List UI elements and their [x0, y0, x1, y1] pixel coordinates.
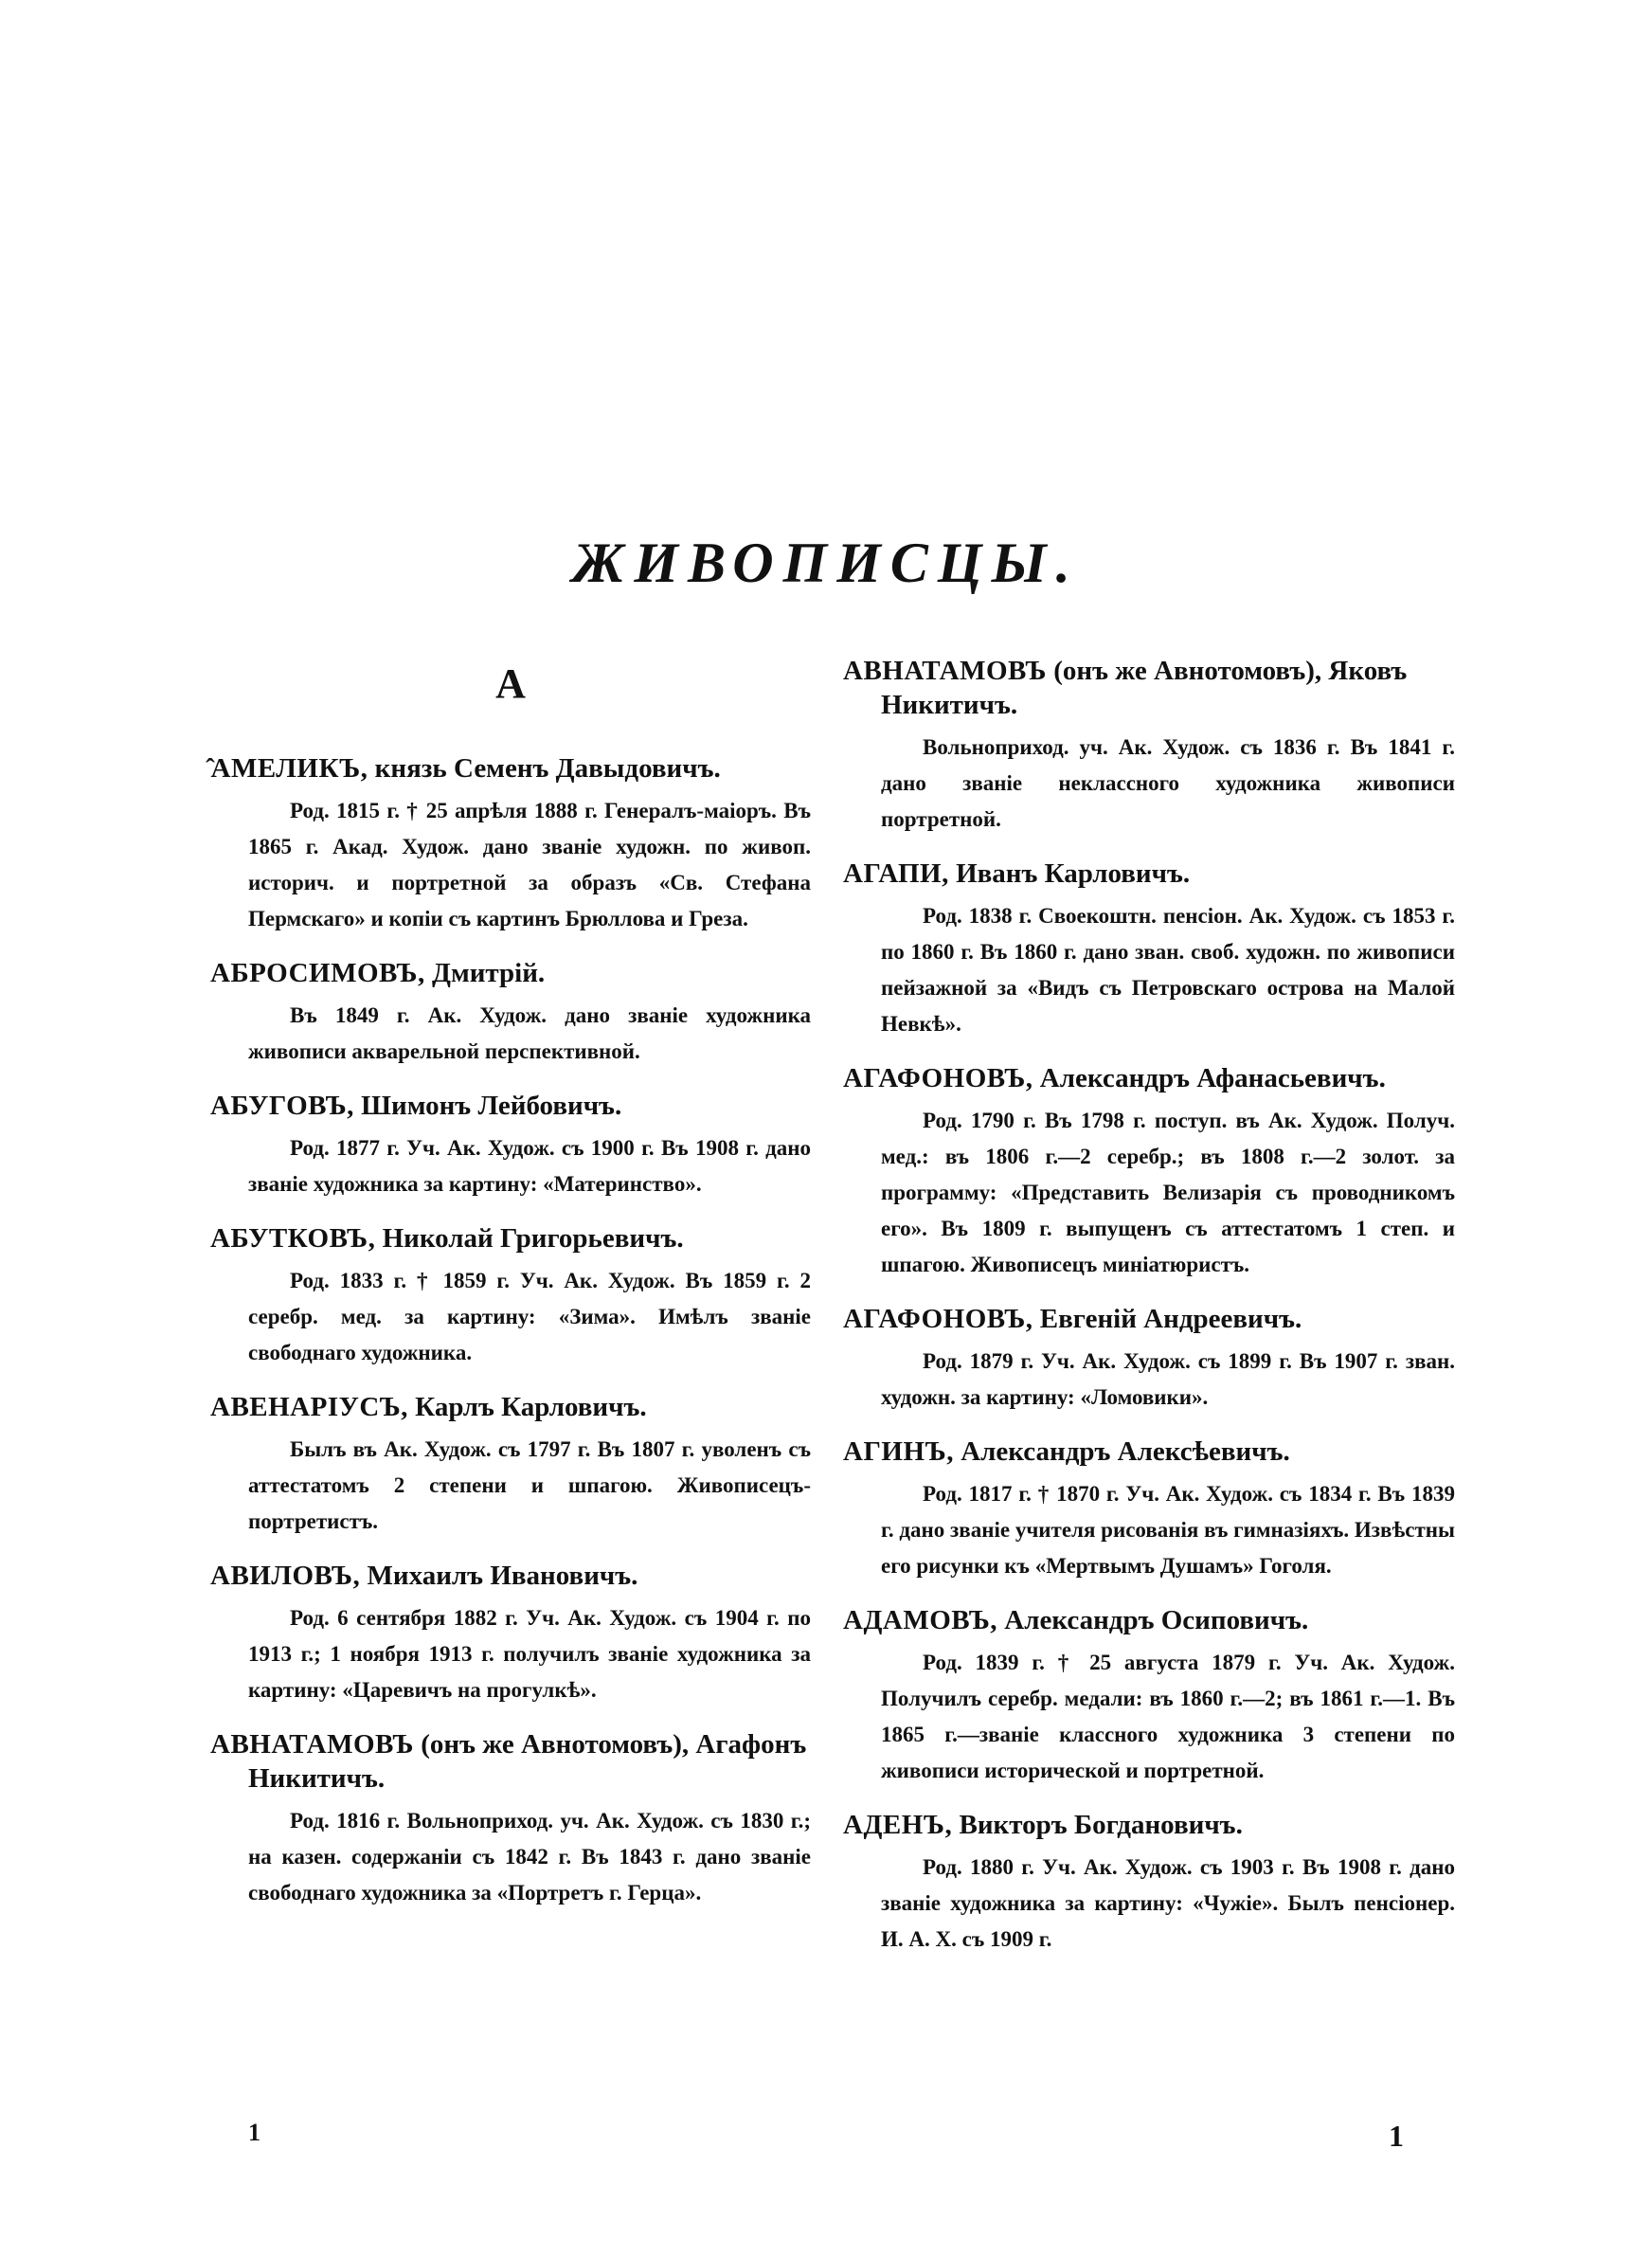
entry-name — [843, 857, 1455, 891]
entry-surname: АБУТКОВЪ, — [210, 1223, 376, 1254]
entry-text: Вольноприход. уч. Ак. Худож. съ 1836 г. Въ 1841 г. дано званіе неклассного художника живописи портретной. — [881, 735, 1455, 831]
entry-text: Род. 1877 г. Уч. Ак. Худож. съ 1900 г. Въ 1908 г. дано званіе художника за картину: «Материнство». — [248, 1136, 811, 1196]
entry-name — [843, 1061, 1455, 1095]
entry-surname: АВИЛОВЪ, — [210, 1561, 361, 1591]
entry — [843, 857, 1455, 1042]
entry — [843, 1603, 1455, 1789]
entry — [210, 751, 811, 937]
entry — [843, 1061, 1455, 1283]
entry-given-names: Николай Григорьевичъ. — [375, 1223, 684, 1254]
entry-text: Род. 1815 г. † 25 апрѣля 1888 г. Генералъ-маіоръ. Въ 1865 г. Акад. Худож. дано званіе художн. по живоп. историч. и портретной за образъ «Св. Стефана Пермскаго» и копіи съ картинъ Брюллова и Греза. — [248, 799, 811, 930]
section-letter: А — [495, 660, 526, 707]
entry-name — [210, 1221, 811, 1255]
entry-name — [843, 654, 1455, 722]
entry-text: Род. 1880 г. Уч. Ак. Худож. съ 1903 г. Въ 1908 г. дано званіе художника за картину: «Чужіе». Былъ пенсіонер. И. А. Х. съ 1909 г. — [881, 1855, 1455, 1951]
entry-text: Род. 1833 г. † 1859 г. Уч. Ак. Худож. Въ 1859 г. 2 серебр. мед. за картину: «Зима». Имѣлъ званіе свободнаго художника. — [248, 1269, 811, 1364]
entry — [843, 1808, 1455, 1958]
entry-name — [843, 1603, 1455, 1637]
right-column — [843, 654, 1455, 1977]
entry-name — [843, 1435, 1455, 1469]
entry — [210, 1390, 811, 1540]
entry-surname: АВЕНАРІУСЪ, — [210, 1392, 408, 1422]
entry-surname: АГАФОНОВЪ, — [843, 1063, 1033, 1093]
entry-given-names: князь Семенъ Давыдовичъ. — [368, 753, 721, 784]
entry-name — [843, 1302, 1455, 1336]
entry-given-names: Александръ Алексѣевичъ. — [953, 1436, 1290, 1467]
entry-surname: АГИНЪ, — [843, 1436, 954, 1467]
entry-text: Былъ въ Ак. Худож. съ 1797 г. Въ 1807 г. уволенъ съ аттестатомъ 2 степени и шпагою. Живописецъ-портретистъ. — [248, 1437, 811, 1533]
entry — [210, 956, 811, 1070]
entry-name — [210, 956, 811, 990]
entry-surname: АБУГОВЪ, — [210, 1091, 354, 1121]
entry-given-names: Дмитрій. — [424, 958, 546, 988]
entry-given-names: Александръ Осиповичъ. — [997, 1605, 1309, 1635]
entry-name — [210, 1559, 811, 1593]
entry-given-names: Евгеній Андреевичъ. — [1032, 1304, 1302, 1334]
entry-name — [210, 1390, 811, 1424]
entry-surname: АВНАТАМОВЪ — [210, 1729, 414, 1760]
entry-name — [843, 1808, 1455, 1842]
entry-surname: АГАПИ, — [843, 858, 949, 889]
entry-text: Род. 6 сентября 1882 г. Уч. Ак. Худож. съ 1904 г. по 1913 г.; 1 ноября 1913 г. получилъ званіе художника за картину: «Царевичъ на прогулкѣ». — [248, 1606, 811, 1702]
entry-given-names: Викторъ Богдановичъ. — [952, 1810, 1243, 1840]
entry-surname: АДАМОВЪ, — [843, 1605, 998, 1635]
entry-given-names: (онъ же Авнотомовъ), Агафонъ Никитичъ. — [248, 1729, 807, 1794]
entry — [843, 1302, 1455, 1416]
entry-surname: АВНАТАМОВЪ — [843, 656, 1047, 686]
entry-given-names: Михаилъ Ивановичъ. — [360, 1561, 638, 1591]
entry — [843, 1435, 1455, 1584]
entry-text: Въ 1849 г. Ак. Худож. дано званіе художника живописи акварельной перспективной. — [248, 1003, 811, 1063]
page-title: ЖИВОПИСЦЫ. — [572, 532, 1080, 594]
entry — [843, 654, 1455, 838]
page-number-left: 1 — [248, 2119, 260, 2146]
page-number-right: 1 — [1389, 2119, 1404, 2153]
entry — [210, 1727, 811, 1911]
entry — [210, 1559, 811, 1708]
left-column — [210, 654, 811, 1930]
entry-text: Род. 1790 г. Въ 1798 г. поступ. въ Ак. Худож. Получ. мед.: въ 1806 г.—2 серебр.; въ 1808 г.—2 золот. за программу: «Представить Велизарія съ проводникомъ его». Въ 1809 г. выпущенъ съ аттестатомъ 1 степ. и шпагою. Живописецъ миніатюристъ. — [881, 1109, 1455, 1276]
entry — [210, 1221, 811, 1371]
entry-given-names: Иванъ Карловичъ. — [948, 858, 1191, 889]
entry-surname: ̂АМЕЛИКЪ, — [210, 753, 368, 784]
entry-given-names: (онъ же Авнотомовъ), Яковъ Никитичъ. — [881, 656, 1408, 720]
entry-text: Род. 1816 г. Вольноприход. уч. Ак. Худож. съ 1830 г.; на казен. содержаніи съ 1842 г. Въ 1843 г. дано званіе свободнаго художника за «Портретъ г. Герца». — [248, 1809, 811, 1905]
entry-given-names: Карлъ Карловичъ. — [407, 1392, 647, 1422]
entry-text: Род. 1839 г. † 25 августа 1879 г. Уч. Ак. Худож. Получилъ серебр. медали: въ 1860 г.—2; въ 1861 г.—1. Въ 1865 г.—званіе классного художника 3 степени по живописи исторической и портретной. — [881, 1651, 1455, 1782]
entry — [210, 1089, 811, 1202]
entry-name — [210, 1727, 811, 1796]
entry-text: Род. 1879 г. Уч. Ак. Худож. съ 1899 г. Въ 1907 г. зван. художн. за картину: «Ломовики». — [881, 1349, 1455, 1409]
entry-surname: АБРОСИМОВЪ, — [210, 958, 425, 988]
entry-text: Род. 1817 г. † 1870 г. Уч. Ак. Худож. съ 1834 г. Въ 1839 г. дано званіе учителя рисованія въ гимназіяхъ. Извѣстны его рисунки къ «Мертвымъ Душамъ» Гоголя. — [881, 1482, 1455, 1578]
entry-name — [210, 1089, 811, 1123]
entry-surname: АГАФОНОВЪ, — [843, 1304, 1033, 1334]
entry-name — [210, 751, 811, 785]
entry-given-names: Шимонъ Лейбовичъ. — [353, 1091, 622, 1121]
entry-text: Род. 1838 г. Своекоштн. пенсіон. Ак. Худож. съ 1853 г. по 1860 г. Въ 1860 г. дано зван. своб. художн. по живописи пейзажной за «Видъ съ Петровскаго острова на Малой Невкѣ». — [881, 904, 1455, 1036]
entry-surname: АДЕНЪ, — [843, 1810, 953, 1840]
entry-given-names: Александръ Афанасьевичъ. — [1032, 1063, 1386, 1093]
